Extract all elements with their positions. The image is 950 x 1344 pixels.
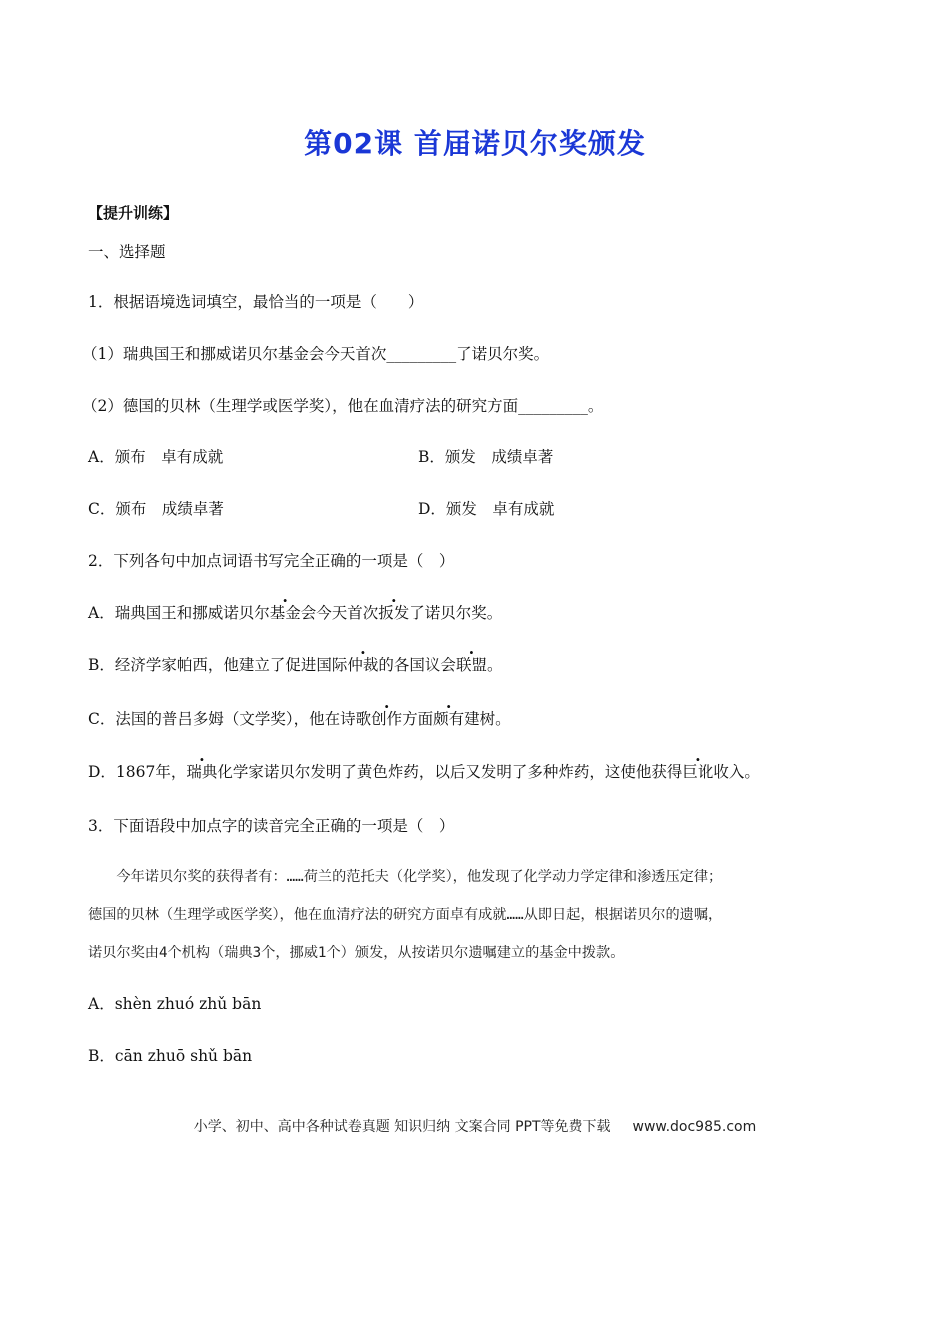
- passage-line-2: 德国的贝林（生理学或医学奖），他在血清疗法的研究方面卓有成就……从即日起，根据诺贝尔的遗嘱，: [88, 907, 723, 923]
- question-1-stem: 1．根据语境选词填空，最恰当的一项是（ ）: [88, 293, 424, 311]
- question-2-option-a: A．瑞典国王和挪威诺贝尔基金会今天首次扳发了诺贝尔奖。: [88, 604, 503, 622]
- question-2-option-b: B．经济学家帕西，他建立了促进国际仲裁的各国议会联盟。: [88, 656, 503, 674]
- dotted-word: 扳发: [378, 604, 410, 622]
- dotted-word: 巨讹: [682, 763, 714, 781]
- dotted-word: 仲裁: [347, 656, 379, 674]
- footer-text: 小学、初中、高中各种试卷真题 知识归纳 文案合同 PPT等免费下载: [193, 1119, 611, 1135]
- question-1-option-d: D．颁发 卓有成就: [418, 500, 555, 518]
- dotted-word: 颇有: [433, 710, 465, 728]
- question-1-option-b: B．颁发 成绩卓著: [418, 448, 554, 466]
- section-label: 【提升训练】: [88, 204, 179, 222]
- question-3-option-b: B．cān zhuō shǔ bān: [88, 1047, 253, 1065]
- question-2-option-c: C．法国的普吕多姆（文学奖），他在诗歌创作方面颇有建树。: [88, 710, 511, 728]
- page-footer: [0, 1116, 950, 1136]
- dotted-word: 基金: [269, 604, 301, 622]
- dotted-word: 联盟: [455, 656, 487, 674]
- passage-line-1: 今年诺贝尔奖的获得者有：……荷兰的范托夫（化学奖），他发现了化学动力学定律和渗透压定律；: [88, 869, 723, 885]
- question-1-sentence-2: （2）德国的贝林（生理学或医学奖），他在血清疗法的研究方面_________。: [82, 397, 604, 415]
- question-3-option-a: A．shèn zhuó zhǔ bān: [88, 995, 262, 1013]
- footer-link[interactable]: www.doc985.com: [632, 1119, 757, 1135]
- question-1-option-a: A．颁布 卓有成就: [88, 448, 224, 466]
- passage-line-3: 诺贝尔奖由4个机构（瑞典3个，挪威1个）颁发，从按诺贝尔遗嘱建立的基金中拨款。: [88, 945, 625, 961]
- question-1-option-c: C．颁布 成绩卓著: [88, 500, 224, 518]
- dotted-word: 创作: [371, 710, 403, 728]
- page-title: 第02课 首届诺贝尔奖颁发: [304, 127, 646, 160]
- question-1-sentence-1: （1）瑞典国王和挪威诺贝尔基金会今天首次_________了诺贝尔奖。: [82, 345, 550, 363]
- question-2-option-d: D．1867年，瑞典化学家诺贝尔发明了黄色炸药，以后又发明了多种炸药，这使他获得巨讹收入。: [88, 763, 760, 781]
- question-3-stem: 3．下面语段中加点字的读音完全正确的一项是（ ）: [88, 817, 455, 835]
- dotted-word: 瑞典: [186, 763, 218, 781]
- question-2-stem: 2．下列各句中加点词语书写完全正确的一项是（ ）: [88, 552, 455, 570]
- part-heading: 一、选择题: [88, 243, 166, 261]
